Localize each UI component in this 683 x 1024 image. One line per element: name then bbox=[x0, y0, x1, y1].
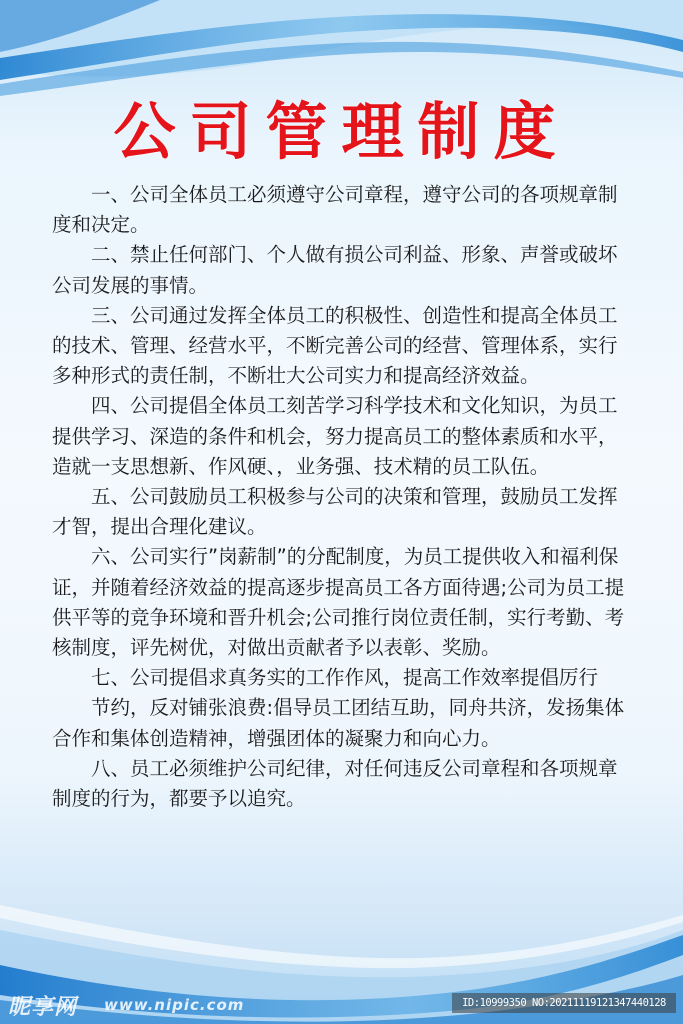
page-title: 公司管理制度 bbox=[113, 95, 570, 168]
watermark-logo: 昵享网 bbox=[8, 995, 78, 1020]
rules-body bbox=[52, 180, 636, 814]
rule-paragraph: 八、员工必须维护公司纪律，对任何违反公司章程和各项规章制度的行为，都要予以追究。 bbox=[52, 756, 618, 811]
rule-paragraph: 二、禁止任何部门、个人做有损公司利益、形象、声誉或破坏公司发展的事情。 bbox=[52, 243, 618, 297]
watermark-url: www.nipic.com bbox=[104, 996, 245, 1014]
rule-paragraph: 四、公司提倡全体员工刻苦学习科学技术和文化知识，为员工提供学习、深造的条件和机会，努力提高员工的整体素质和水平，造就一支思想新、作风硬、，业务强、技术精的员工队伍。 bbox=[52, 394, 618, 478]
rule-paragraph: 五、公司鼓励员工积极参与公司的决策和管理，鼓励员工发挥才智，提出合理化建议。 bbox=[52, 485, 618, 539]
rule-paragraph: 六、公司实行”岗薪制”的分配制度，为员工提供收入和福利保证，并随着经济效益的提高逐步提高员工各方面待遇;公司为员工提供平等的竞争环境和晋升机会;公司推行岗位责任制，实行考勤、考核制度，评先树优，对做出贡献者予以表彰、奖励。 bbox=[52, 545, 625, 660]
rule-paragraph: 七、公司提倡求真务实的工作作风，提高工作效率提倡厉行 bbox=[91, 666, 599, 690]
rule-paragraph: 节约，反对铺张浪费:倡导员工团结互助，同舟共济，发扬集体合作和集体创造精神，增强团体的凝聚力和向心力。 bbox=[52, 696, 625, 750]
rule-paragraph: 三、公司通过发挥全体员工的积极性、创造性和提高全体员工的技术、管理、经营水平，不断完善公司的经营、管理体系，实行多种形式的责任制，不断壮大公司实力和提高经济效益。 bbox=[52, 303, 618, 388]
rule-paragraph: 一、公司全体员工必须遵守公司章程，遵守公司的各项规章制度和决定。 bbox=[52, 183, 618, 237]
watermark-id: ID:10999350 NO:20211119121347440128 bbox=[452, 993, 676, 1013]
